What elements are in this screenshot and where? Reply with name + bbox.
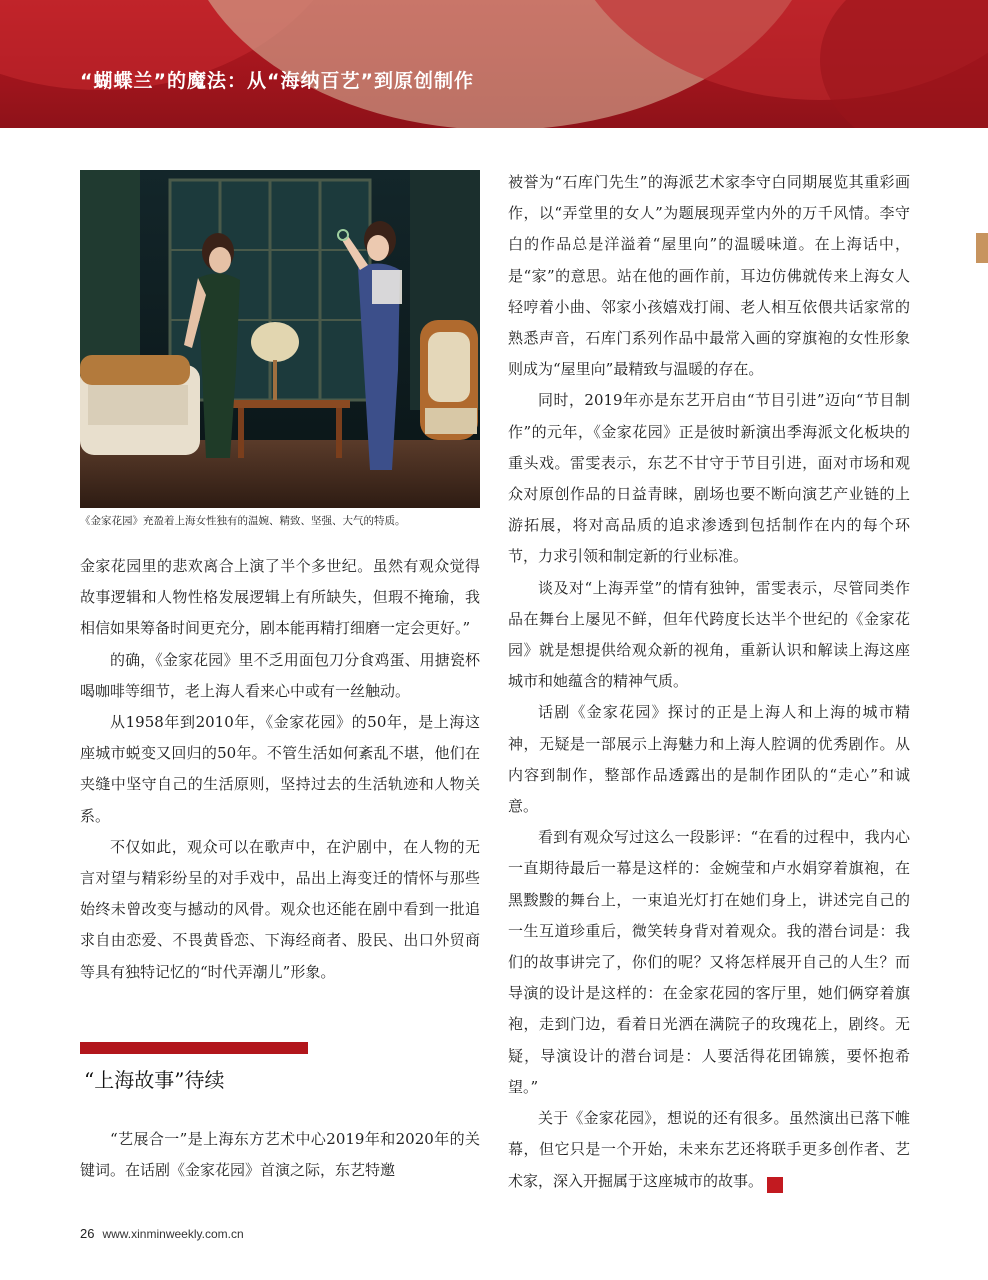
paragraph: 谈及对“上海弄堂”的情有独钟，雷雯表示，尽管同类作品在舞台上屡见不鲜，但年代跨度长达半个世纪的《金家花园》就是想提供给观众新的视角，重新认识和解读上海这座城市和她蕴含的精神气质。 <box>508 578 910 691</box>
stage-photo <box>80 170 480 508</box>
section-heading: “上海故事”待续 <box>84 1068 225 1092</box>
paragraph: 话剧《金家花园》探讨的正是上海人和上海的城市精神，无疑是一部展示上海魅力和上海人腔调的优秀剧作。从内容到制作，整部作品透露出的是制作团队的“走心”和诚意。 <box>508 703 910 816</box>
section-tab-marker <box>976 233 988 263</box>
paragraph: 同时，2019年亦是东艺开启由“节目引进”迈向“节目制作”的元年，《金家花园》正是彼时新演出季海派文化板块的重头戏。雷雯表示，东艺不甘守于节目引进，面对市场和观众对原创作品的日益青睐，剧场也要不断向演艺产业链的上游拓展，将对高品质的追求渗透到包括制作在内的每个环节，力求引领和制定新的行业标准。 <box>508 391 910 566</box>
paragraph: 不仅如此，观众可以在歌声中，在沪剧中，在人物的无言对望与精彩纷呈的对手戏中，品出上海变迁的情怀与那些始终未曾改变与撼动的风骨。观众也还能在剧中看到一批追求自由恋爱、不畏黄昏恋、下海经商者、股民、出口外贸商等具有独特记忆的“时代弄潮儿”形象。 <box>80 837 480 981</box>
section-body <box>80 1124 480 1186</box>
header-banner <box>0 0 988 128</box>
paragraph: 的确，《金家花园》里不乏用面包刀分食鸡蛋、用搪瓷杯喝咖啡等细节，老上海人看来心中或有一丝触动。 <box>80 650 480 700</box>
photo-caption: 《金家花园》充盈着上海女性独有的温婉、精致、坚强、大气的特质。 <box>80 515 406 527</box>
paragraph: 从1958年到2010年，《金家花园》的50年，是上海这座城市蜕变又回归的50年。不管生活如何紊乱不堪，他们在夹缝中坚守自己的生活原则，坚持过去的生活轨迹和人物关系。 <box>80 713 480 825</box>
page-footer <box>80 1226 244 1241</box>
left-column <box>80 551 480 988</box>
paragraph-text: 关于《金家花园》，想说的还有很多。虽然演出已落下帷幕，但它只是一个开始，未来东艺还将联手更多创作者、艺术家，深入开掘属于这座城市的故事。 <box>508 1109 910 1190</box>
page-number: 26 <box>80 1226 95 1241</box>
article-title: “蝴蝶兰”的魔法：从“海纳百艺”到原创制作 <box>80 70 474 92</box>
section-divider-bar <box>80 1042 308 1054</box>
paragraph: “艺展合一”是上海东方艺术中心2019年和2020年的关键词。在话剧《金家花园》首演之际，东艺特邀 <box>80 1130 480 1180</box>
paragraph: 被誉为“石库门先生”的海派艺术家李守白同期展览其重彩画作，以“弄堂里的女人”为题展现弄堂内外的万千风情。李守白的作品总是洋溢着“屋里向”的温暖味道。在上海话中，是“家”的意思。站在他的画作前，耳边仿佛就传来上海女人轻哼着小曲、邻家小孩嬉戏打闹、老人相互依偎共话家常的熟悉声音，石库门系列作品中最常入画的穿旗袍的女性形象则成为“屋里向”最精致与温暖的存在。 <box>508 173 910 379</box>
end-mark-icon: 民 <box>767 1177 783 1193</box>
paragraph: 看到有观众写过这么一段影评：“在看的过程中，我内心一直期待最后一幕是这样的：金婉莹和卢水娟穿着旗袍，在黑黢黢的舞台上，一束追光灯打在她们身上，讲述完自己的一生互道珍重后，微笑转身背对着观众。我的潜台词是：我们的故事讲完了，你们的呢？又将怎样展开自己的人生？而导演的设计是这样的：在金家花园的客厅里，她们俩穿着旗袍，走到门边，看着日光洒在满院子的玫瑰花上，剧终。无疑，导演设计的潜台词是：人要活得花团锦簇，要怀抱希望。” <box>508 828 910 1096</box>
right-column <box>508 167 910 1197</box>
paragraph-final <box>508 1103 910 1197</box>
footer-url: www.xinminweekly.com.cn <box>102 1227 244 1241</box>
header-petal-shape <box>820 0 988 128</box>
paragraph: 金家花园里的悲欢离合上演了半个多世纪。虽然有观众觉得故事逻辑和人物性格发展逻辑上有所缺失，但瑕不掩瑜，我相信如果筹备时间更充分，剧本能再精打细磨一定会更好。” <box>80 557 480 638</box>
